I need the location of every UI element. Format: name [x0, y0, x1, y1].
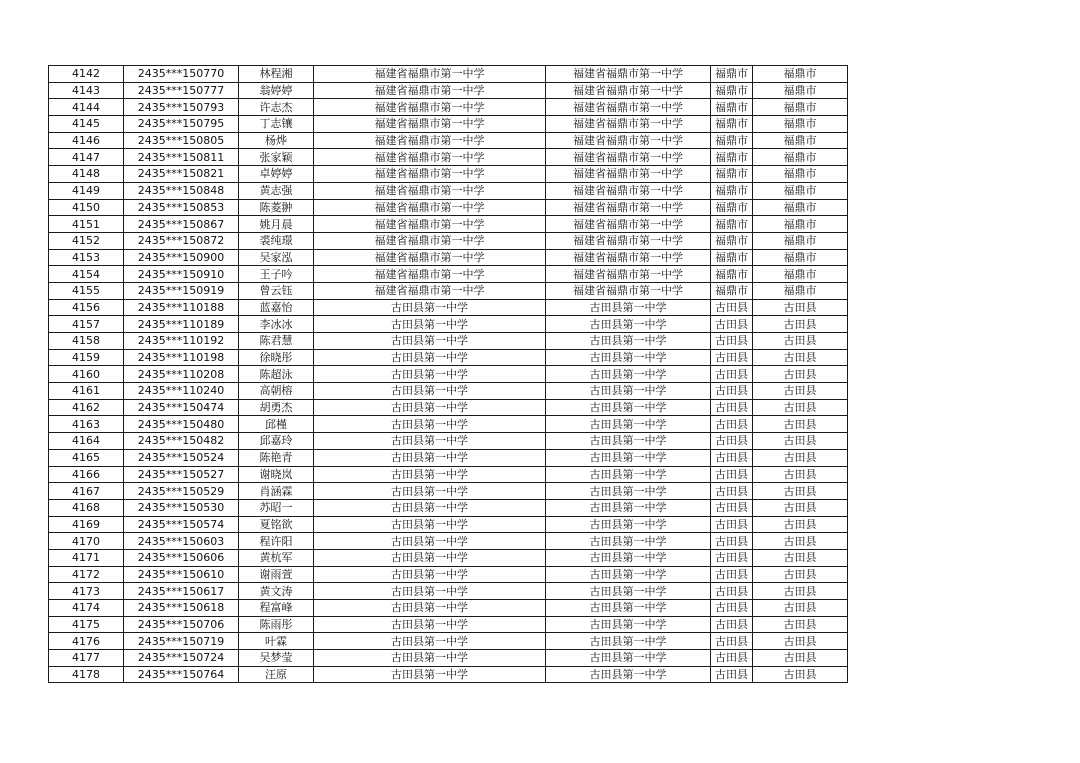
- exam-id-cell: 2435***150706: [124, 616, 239, 633]
- serial-number-cell: 4157: [49, 316, 124, 333]
- table-row: [49, 282, 848, 299]
- county-cell-2: 古田县: [753, 600, 848, 617]
- school-cell: 古田县第一中学: [314, 366, 546, 383]
- county-cell-2: 福鼎市: [753, 216, 848, 233]
- exam-id-cell: 2435***150603: [124, 533, 239, 550]
- county-cell-2: 福鼎市: [753, 232, 848, 249]
- table-row: [49, 583, 848, 600]
- serial-number-cell: 4173: [49, 583, 124, 600]
- table-row: [49, 483, 848, 500]
- student-name-cell: 苏昭一: [239, 499, 314, 516]
- student-name-cell: 王子吟: [239, 266, 314, 283]
- school-cell: 古田县第一中学: [314, 399, 546, 416]
- school-cell: 古田县第一中学: [314, 333, 546, 350]
- county-cell-2: 古田县: [753, 383, 848, 400]
- school-cell-2: 福建省福鼎市第一中学: [546, 249, 711, 266]
- serial-number-cell: 4144: [49, 99, 124, 116]
- county-cell: 古田县: [711, 516, 753, 533]
- county-cell-2: 福鼎市: [753, 99, 848, 116]
- school-cell-2: 福建省福鼎市第一中学: [546, 99, 711, 116]
- table-row: [49, 549, 848, 566]
- exam-id-cell: 2435***150617: [124, 583, 239, 600]
- table-row: [49, 299, 848, 316]
- school-cell: 福建省福鼎市第一中学: [314, 232, 546, 249]
- student-name-cell: 姚月晨: [239, 216, 314, 233]
- exam-id-cell: 2435***150529: [124, 483, 239, 500]
- student-name-cell: 吴梦莹: [239, 650, 314, 667]
- exam-id-cell: 2435***150867: [124, 216, 239, 233]
- exam-id-cell: 2435***150474: [124, 399, 239, 416]
- county-cell: 福鼎市: [711, 266, 753, 283]
- student-name-cell: 裘纯璟: [239, 232, 314, 249]
- table-row: [49, 166, 848, 183]
- county-cell-2: 福鼎市: [753, 149, 848, 166]
- serial-number-cell: 4153: [49, 249, 124, 266]
- student-name-cell: 谢雨萱: [239, 566, 314, 583]
- exam-id-cell: 2435***150805: [124, 132, 239, 149]
- serial-number-cell: 4162: [49, 399, 124, 416]
- table-row: [49, 566, 848, 583]
- school-cell-2: 古田县第一中学: [546, 533, 711, 550]
- table-row: [49, 399, 848, 416]
- serial-number-cell: 4170: [49, 533, 124, 550]
- school-cell: 古田县第一中学: [314, 650, 546, 667]
- school-cell-2: 古田县第一中学: [546, 416, 711, 433]
- county-cell: 古田县: [711, 533, 753, 550]
- table-row: [49, 99, 848, 116]
- table-row: [49, 383, 848, 400]
- student-name-cell: 张家颖: [239, 149, 314, 166]
- serial-number-cell: 4171: [49, 549, 124, 566]
- roster-table: [48, 65, 848, 683]
- student-name-cell: 徐晓彤: [239, 349, 314, 366]
- county-cell: 古田县: [711, 650, 753, 667]
- table-row: [49, 533, 848, 550]
- county-cell-2: 古田县: [753, 416, 848, 433]
- table-row: [49, 116, 848, 133]
- school-cell-2: 福建省福鼎市第一中学: [546, 66, 711, 83]
- serial-number-cell: 4167: [49, 483, 124, 500]
- exam-id-cell: 2435***150795: [124, 116, 239, 133]
- school-cell-2: 古田县第一中学: [546, 650, 711, 667]
- exam-id-cell: 2435***150606: [124, 549, 239, 566]
- exam-id-cell: 2435***150872: [124, 232, 239, 249]
- table-row: [49, 633, 848, 650]
- school-cell: 古田县第一中学: [314, 666, 546, 683]
- student-name-cell: 黄文涛: [239, 583, 314, 600]
- school-cell: 福建省福鼎市第一中学: [314, 82, 546, 99]
- school-cell-2: 古田县第一中学: [546, 516, 711, 533]
- table-row: [49, 666, 848, 683]
- serial-number-cell: 4143: [49, 82, 124, 99]
- school-cell: 古田县第一中学: [314, 566, 546, 583]
- table-row: [49, 216, 848, 233]
- county-cell: 古田县: [711, 333, 753, 350]
- exam-id-cell: 2435***150524: [124, 449, 239, 466]
- table-row: [49, 650, 848, 667]
- student-name-cell: 吴家泓: [239, 249, 314, 266]
- student-name-cell: 黄志强: [239, 182, 314, 199]
- county-cell: 福鼎市: [711, 199, 753, 216]
- school-cell: 古田县第一中学: [314, 449, 546, 466]
- serial-number-cell: 4164: [49, 433, 124, 450]
- county-cell-2: 福鼎市: [753, 82, 848, 99]
- county-cell-2: 古田县: [753, 566, 848, 583]
- school-cell-2: 古田县第一中学: [546, 299, 711, 316]
- county-cell-2: 福鼎市: [753, 116, 848, 133]
- serial-number-cell: 4176: [49, 633, 124, 650]
- student-name-cell: 邱槿: [239, 416, 314, 433]
- student-name-cell: 卓婷婷: [239, 166, 314, 183]
- exam-id-cell: 2435***110192: [124, 333, 239, 350]
- county-cell-2: 福鼎市: [753, 166, 848, 183]
- serial-number-cell: 4148: [49, 166, 124, 183]
- county-cell: 福鼎市: [711, 249, 753, 266]
- school-cell-2: 古田县第一中学: [546, 366, 711, 383]
- serial-number-cell: 4158: [49, 333, 124, 350]
- school-cell: 福建省福鼎市第一中学: [314, 216, 546, 233]
- exam-id-cell: 2435***150618: [124, 600, 239, 617]
- exam-id-cell: 2435***150910: [124, 266, 239, 283]
- table-row: [49, 449, 848, 466]
- serial-number-cell: 4147: [49, 149, 124, 166]
- school-cell-2: 古田县第一中学: [546, 633, 711, 650]
- school-cell-2: 福建省福鼎市第一中学: [546, 166, 711, 183]
- school-cell-2: 古田县第一中学: [546, 399, 711, 416]
- county-cell-2: 古田县: [753, 483, 848, 500]
- exam-id-cell: 2435***150848: [124, 182, 239, 199]
- student-name-cell: 蓝嘉怡: [239, 299, 314, 316]
- table-row: [49, 82, 848, 99]
- table-row: [49, 132, 848, 149]
- exam-id-cell: 2435***150900: [124, 249, 239, 266]
- school-cell-2: 古田县第一中学: [546, 316, 711, 333]
- county-cell-2: 古田县: [753, 583, 848, 600]
- county-cell: 古田县: [711, 316, 753, 333]
- county-cell-2: 古田县: [753, 299, 848, 316]
- serial-number-cell: 4165: [49, 449, 124, 466]
- school-cell: 古田县第一中学: [314, 549, 546, 566]
- county-cell: 福鼎市: [711, 132, 753, 149]
- student-name-cell: 杨烨: [239, 132, 314, 149]
- school-cell-2: 古田县第一中学: [546, 333, 711, 350]
- exam-id-cell: 2435***150821: [124, 166, 239, 183]
- exam-id-cell: 2435***110188: [124, 299, 239, 316]
- student-name-cell: 程富峰: [239, 600, 314, 617]
- county-cell-2: 古田县: [753, 433, 848, 450]
- county-cell-2: 古田县: [753, 466, 848, 483]
- school-cell: 福建省福鼎市第一中学: [314, 116, 546, 133]
- school-cell: 古田县第一中学: [314, 533, 546, 550]
- table-row: [49, 600, 848, 617]
- school-cell-2: 福建省福鼎市第一中学: [546, 132, 711, 149]
- serial-number-cell: 4177: [49, 650, 124, 667]
- school-cell-2: 古田县第一中学: [546, 616, 711, 633]
- county-cell: 古田县: [711, 616, 753, 633]
- student-name-cell: 曾云钰: [239, 282, 314, 299]
- school-cell: 古田县第一中学: [314, 383, 546, 400]
- exam-id-cell: 2435***150764: [124, 666, 239, 683]
- school-cell: 古田县第一中学: [314, 516, 546, 533]
- school-cell-2: 古田县第一中学: [546, 383, 711, 400]
- county-cell: 福鼎市: [711, 182, 753, 199]
- serial-number-cell: 4174: [49, 600, 124, 617]
- exam-id-cell: 2435***110189: [124, 316, 239, 333]
- serial-number-cell: 4163: [49, 416, 124, 433]
- student-name-cell: 林程湘: [239, 66, 314, 83]
- school-cell-2: 古田县第一中学: [546, 483, 711, 500]
- county-cell: 古田县: [711, 600, 753, 617]
- county-cell-2: 古田县: [753, 499, 848, 516]
- serial-number-cell: 4160: [49, 366, 124, 383]
- student-name-cell: 汪原: [239, 666, 314, 683]
- student-name-cell: 程许阳: [239, 533, 314, 550]
- exam-id-cell: 2435***150770: [124, 66, 239, 83]
- serial-number-cell: 4159: [49, 349, 124, 366]
- county-cell-2: 古田县: [753, 666, 848, 683]
- student-name-cell: 翁婷婷: [239, 82, 314, 99]
- student-name-cell: 邱嘉玲: [239, 433, 314, 450]
- serial-number-cell: 4150: [49, 199, 124, 216]
- exam-id-cell: 2435***150480: [124, 416, 239, 433]
- student-name-cell: 李冰冰: [239, 316, 314, 333]
- school-cell-2: 古田县第一中学: [546, 499, 711, 516]
- county-cell-2: 福鼎市: [753, 249, 848, 266]
- table-row: [49, 616, 848, 633]
- school-cell-2: 福建省福鼎市第一中学: [546, 199, 711, 216]
- school-cell-2: 福建省福鼎市第一中学: [546, 282, 711, 299]
- county-cell-2: 福鼎市: [753, 282, 848, 299]
- county-cell: 福鼎市: [711, 232, 753, 249]
- county-cell-2: 古田县: [753, 333, 848, 350]
- table-row: [49, 349, 848, 366]
- county-cell-2: 古田县: [753, 533, 848, 550]
- table-row: [49, 466, 848, 483]
- school-cell-2: 古田县第一中学: [546, 466, 711, 483]
- table-row: [49, 66, 848, 83]
- school-cell-2: 福建省福鼎市第一中学: [546, 182, 711, 199]
- school-cell: 福建省福鼎市第一中学: [314, 249, 546, 266]
- county-cell: 古田县: [711, 366, 753, 383]
- student-name-cell: 胡勇杰: [239, 399, 314, 416]
- school-cell: 古田县第一中学: [314, 316, 546, 333]
- school-cell: 古田县第一中学: [314, 349, 546, 366]
- school-cell: 古田县第一中学: [314, 416, 546, 433]
- student-name-cell: 陈君慧: [239, 333, 314, 350]
- student-name-cell: 陈超泳: [239, 366, 314, 383]
- county-cell: 古田县: [711, 399, 753, 416]
- school-cell: 古田县第一中学: [314, 633, 546, 650]
- county-cell-2: 古田县: [753, 366, 848, 383]
- table-row: [49, 232, 848, 249]
- school-cell: 福建省福鼎市第一中学: [314, 166, 546, 183]
- table-row: [49, 182, 848, 199]
- table-row: [49, 199, 848, 216]
- school-cell-2: 古田县第一中学: [546, 666, 711, 683]
- school-cell-2: 福建省福鼎市第一中学: [546, 266, 711, 283]
- school-cell: 古田县第一中学: [314, 466, 546, 483]
- student-name-cell: 谢晓岚: [239, 466, 314, 483]
- county-cell-2: 福鼎市: [753, 266, 848, 283]
- school-cell: 福建省福鼎市第一中学: [314, 132, 546, 149]
- serial-number-cell: 4168: [49, 499, 124, 516]
- exam-id-cell: 2435***150610: [124, 566, 239, 583]
- school-cell-2: 福建省福鼎市第一中学: [546, 82, 711, 99]
- table-row: [49, 416, 848, 433]
- serial-number-cell: 4172: [49, 566, 124, 583]
- student-name-cell: 陈艳青: [239, 449, 314, 466]
- county-cell: 古田县: [711, 633, 753, 650]
- student-name-cell: 陈雨彤: [239, 616, 314, 633]
- serial-number-cell: 4154: [49, 266, 124, 283]
- exam-id-cell: 2435***150527: [124, 466, 239, 483]
- serial-number-cell: 4146: [49, 132, 124, 149]
- exam-id-cell: 2435***150724: [124, 650, 239, 667]
- school-cell: 福建省福鼎市第一中学: [314, 99, 546, 116]
- exam-id-cell: 2435***150919: [124, 282, 239, 299]
- county-cell: 福鼎市: [711, 116, 753, 133]
- county-cell-2: 古田县: [753, 516, 848, 533]
- school-cell: 古田县第一中学: [314, 583, 546, 600]
- county-cell: 古田县: [711, 383, 753, 400]
- table-row: [49, 333, 848, 350]
- serial-number-cell: 4142: [49, 66, 124, 83]
- school-cell-2: 古田县第一中学: [546, 583, 711, 600]
- serial-number-cell: 4178: [49, 666, 124, 683]
- serial-number-cell: 4156: [49, 299, 124, 316]
- county-cell: 古田县: [711, 299, 753, 316]
- county-cell-2: 福鼎市: [753, 182, 848, 199]
- table-row: [49, 433, 848, 450]
- table-row: [49, 249, 848, 266]
- school-cell-2: 福建省福鼎市第一中学: [546, 116, 711, 133]
- county-cell: 福鼎市: [711, 282, 753, 299]
- serial-number-cell: 4152: [49, 232, 124, 249]
- table-row: [49, 499, 848, 516]
- county-cell: 福鼎市: [711, 216, 753, 233]
- county-cell: 古田县: [711, 666, 753, 683]
- exam-id-cell: 2435***110208: [124, 366, 239, 383]
- table-row: [49, 516, 848, 533]
- school-cell: 福建省福鼎市第一中学: [314, 199, 546, 216]
- school-cell: 古田县第一中学: [314, 616, 546, 633]
- county-cell-2: 古田县: [753, 449, 848, 466]
- exam-id-cell: 2435***150574: [124, 516, 239, 533]
- school-cell: 古田县第一中学: [314, 299, 546, 316]
- school-cell: 福建省福鼎市第一中学: [314, 282, 546, 299]
- county-cell: 福鼎市: [711, 166, 753, 183]
- county-cell: 古田县: [711, 583, 753, 600]
- school-cell-2: 古田县第一中学: [546, 549, 711, 566]
- serial-number-cell: 4151: [49, 216, 124, 233]
- county-cell: 福鼎市: [711, 99, 753, 116]
- exam-id-cell: 2435***150793: [124, 99, 239, 116]
- county-cell: 古田县: [711, 549, 753, 566]
- exam-id-cell: 2435***110240: [124, 383, 239, 400]
- serial-number-cell: 4149: [49, 182, 124, 199]
- county-cell-2: 福鼎市: [753, 66, 848, 83]
- county-cell: 古田县: [711, 349, 753, 366]
- student-name-cell: 陈菱翀: [239, 199, 314, 216]
- school-cell: 福建省福鼎市第一中学: [314, 149, 546, 166]
- county-cell: 古田县: [711, 433, 753, 450]
- student-name-cell: 夏铭欲: [239, 516, 314, 533]
- table-row: [49, 149, 848, 166]
- county-cell-2: 古田县: [753, 616, 848, 633]
- county-cell-2: 古田县: [753, 399, 848, 416]
- exam-id-cell: 2435***150482: [124, 433, 239, 450]
- school-cell: 福建省福鼎市第一中学: [314, 66, 546, 83]
- table-row: [49, 316, 848, 333]
- county-cell-2: 福鼎市: [753, 132, 848, 149]
- student-name-cell: 叶霖: [239, 633, 314, 650]
- roster-table-body: [49, 66, 848, 683]
- county-cell-2: 古田县: [753, 633, 848, 650]
- county-cell: 古田县: [711, 416, 753, 433]
- exam-id-cell: 2435***110198: [124, 349, 239, 366]
- school-cell: 古田县第一中学: [314, 499, 546, 516]
- exam-id-cell: 2435***150719: [124, 633, 239, 650]
- school-cell-2: 古田县第一中学: [546, 349, 711, 366]
- school-cell-2: 古田县第一中学: [546, 449, 711, 466]
- county-cell: 古田县: [711, 466, 753, 483]
- county-cell: 福鼎市: [711, 82, 753, 99]
- school-cell-2: 福建省福鼎市第一中学: [546, 232, 711, 249]
- serial-number-cell: 4155: [49, 282, 124, 299]
- county-cell-2: 古田县: [753, 316, 848, 333]
- county-cell-2: 福鼎市: [753, 199, 848, 216]
- serial-number-cell: 4169: [49, 516, 124, 533]
- exam-id-cell: 2435***150811: [124, 149, 239, 166]
- school-cell: 福建省福鼎市第一中学: [314, 266, 546, 283]
- school-cell: 福建省福鼎市第一中学: [314, 182, 546, 199]
- county-cell-2: 古田县: [753, 349, 848, 366]
- serial-number-cell: 4166: [49, 466, 124, 483]
- school-cell-2: 福建省福鼎市第一中学: [546, 216, 711, 233]
- student-name-cell: 高朝榕: [239, 383, 314, 400]
- table-row: [49, 366, 848, 383]
- school-cell: 古田县第一中学: [314, 483, 546, 500]
- county-cell: 古田县: [711, 449, 753, 466]
- school-cell: 古田县第一中学: [314, 600, 546, 617]
- serial-number-cell: 4175: [49, 616, 124, 633]
- school-cell-2: 古田县第一中学: [546, 566, 711, 583]
- exam-id-cell: 2435***150530: [124, 499, 239, 516]
- school-cell-2: 古田县第一中学: [546, 600, 711, 617]
- table-row: [49, 266, 848, 283]
- student-name-cell: 黄杭军: [239, 549, 314, 566]
- serial-number-cell: 4161: [49, 383, 124, 400]
- student-name-cell: 丁志镶: [239, 116, 314, 133]
- school-cell-2: 福建省福鼎市第一中学: [546, 149, 711, 166]
- county-cell: 古田县: [711, 499, 753, 516]
- serial-number-cell: 4145: [49, 116, 124, 133]
- county-cell-2: 古田县: [753, 650, 848, 667]
- county-cell: 古田县: [711, 566, 753, 583]
- county-cell-2: 古田县: [753, 549, 848, 566]
- exam-id-cell: 2435***150777: [124, 82, 239, 99]
- exam-id-cell: 2435***150853: [124, 199, 239, 216]
- school-cell-2: 古田县第一中学: [546, 433, 711, 450]
- school-cell: 古田县第一中学: [314, 433, 546, 450]
- student-name-cell: 许志杰: [239, 99, 314, 116]
- county-cell: 福鼎市: [711, 149, 753, 166]
- county-cell: 古田县: [711, 483, 753, 500]
- county-cell: 福鼎市: [711, 66, 753, 83]
- student-name-cell: 肖涵霖: [239, 483, 314, 500]
